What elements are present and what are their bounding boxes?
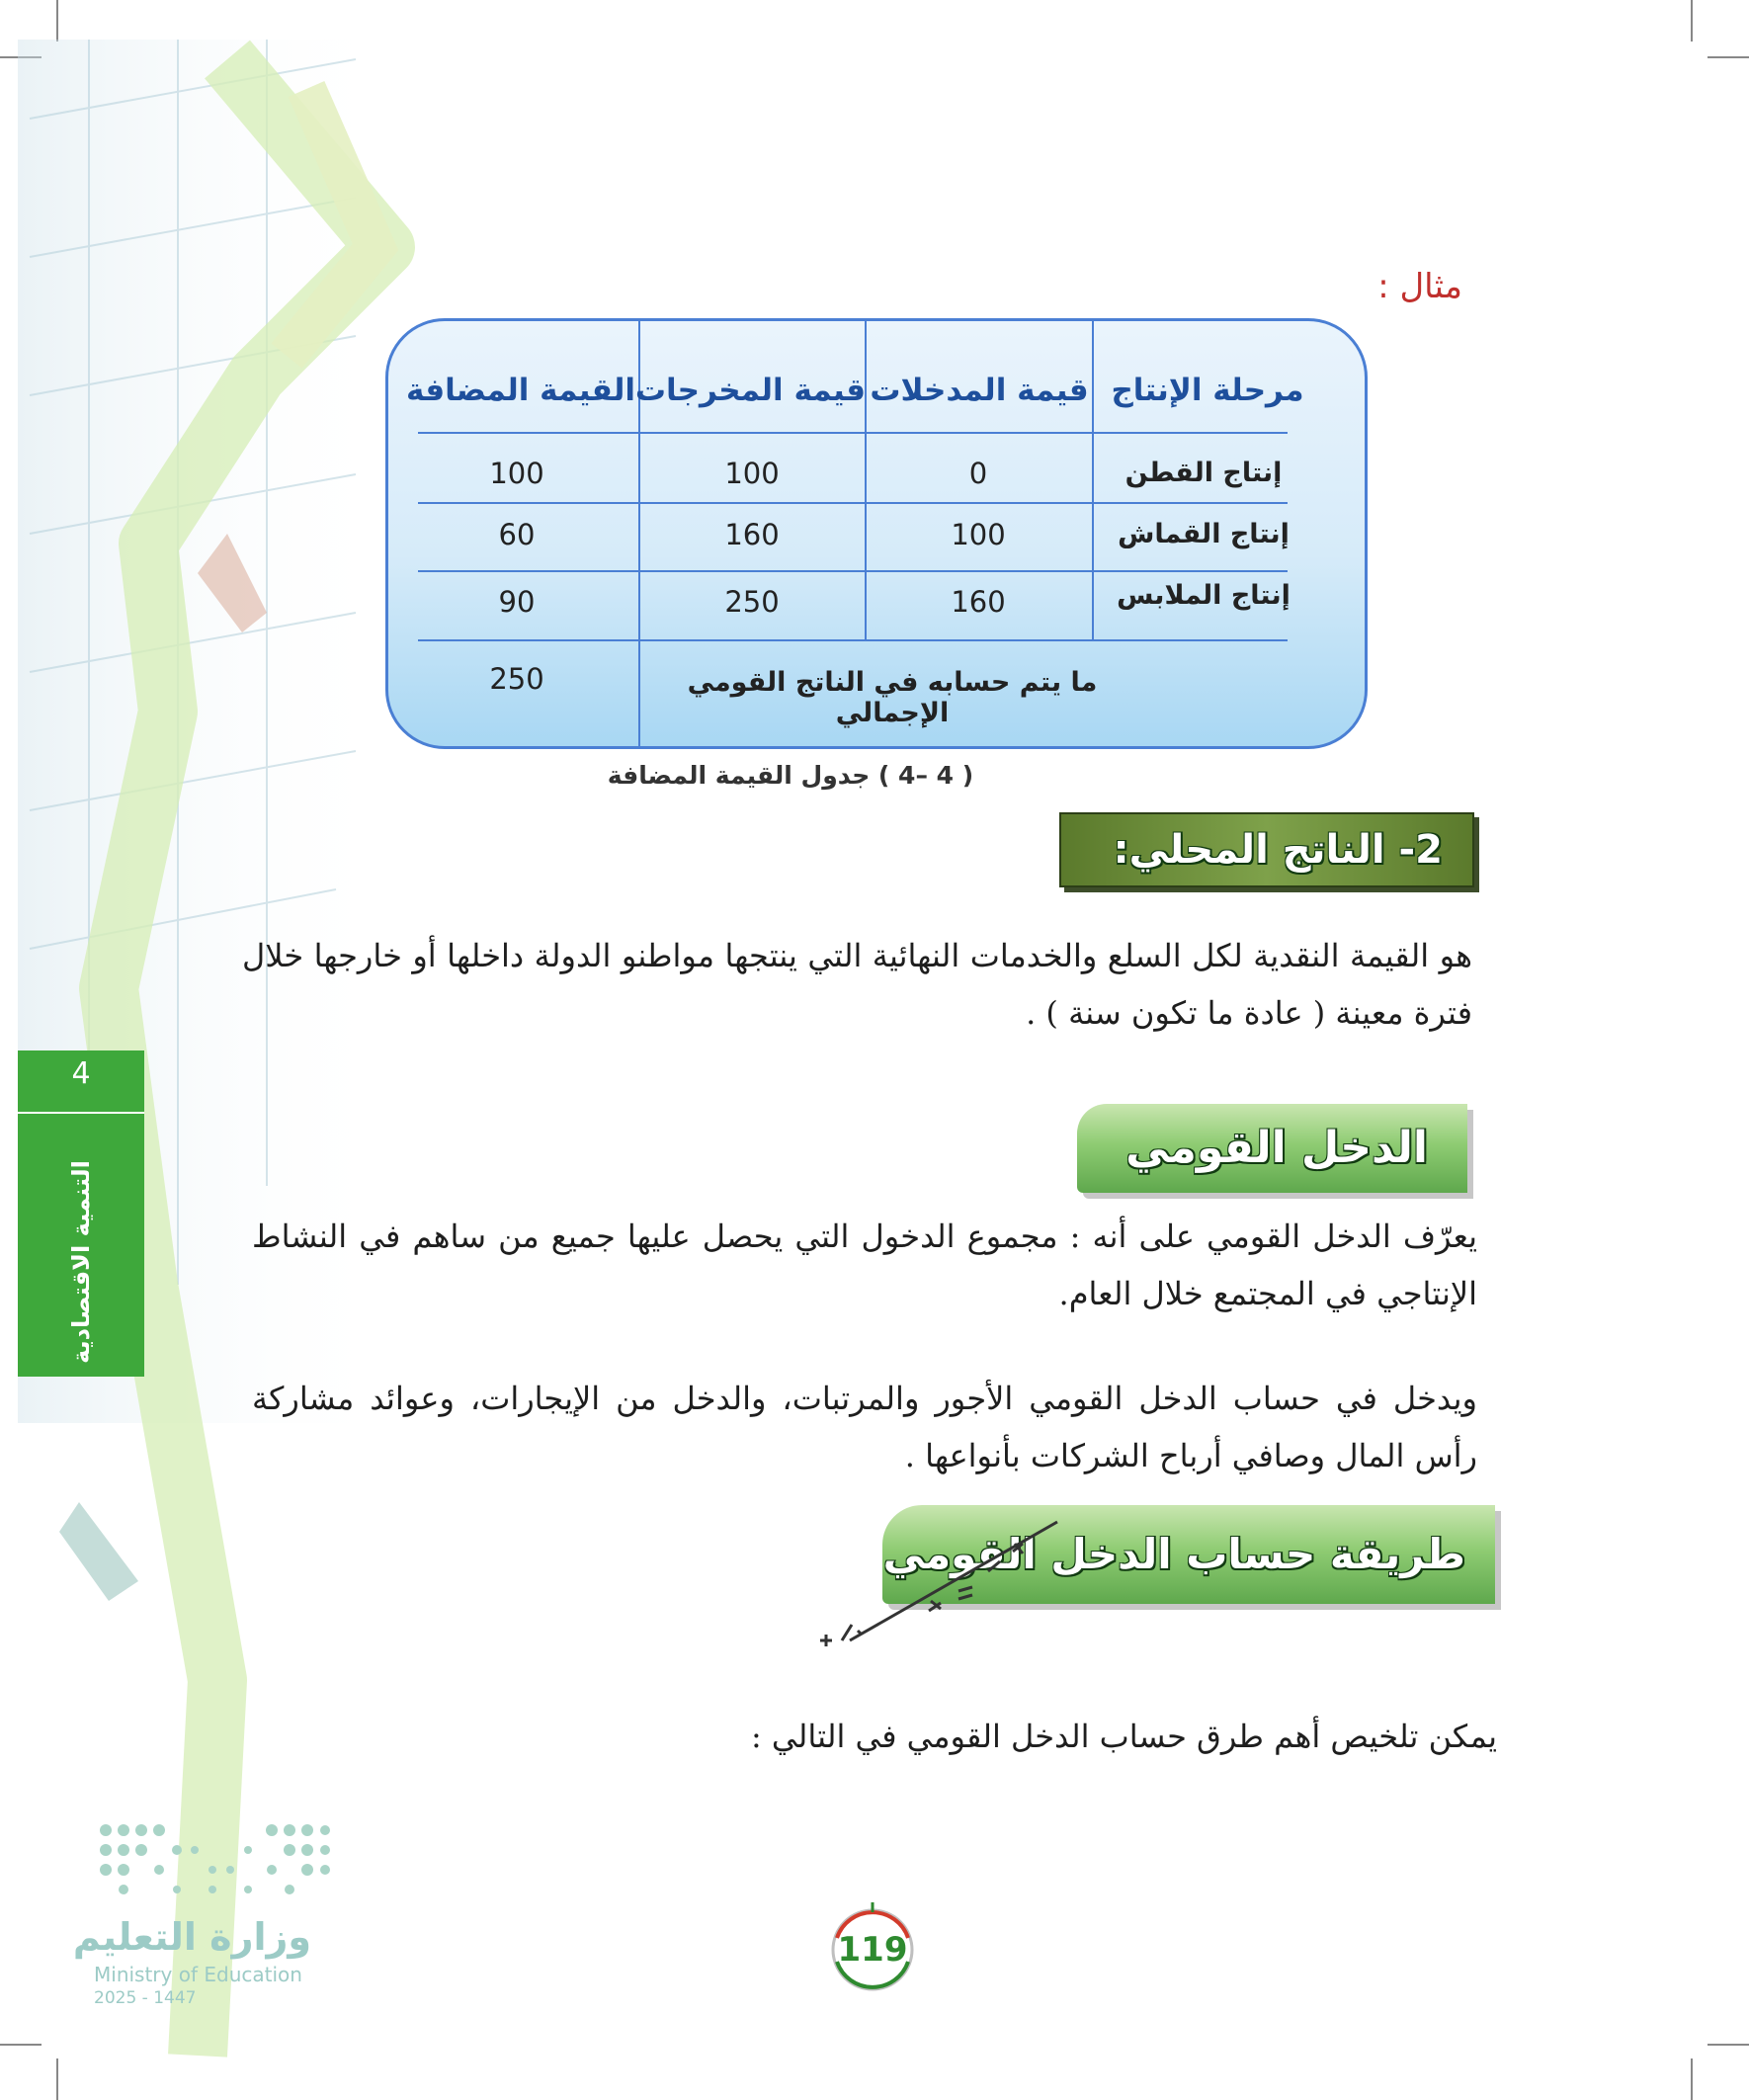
ministry-name-ar: وزارة التعليم — [72, 1915, 311, 1959]
cell-stage: إنتاج القطن — [1124, 458, 1283, 488]
crop-mark — [1707, 56, 1749, 58]
ministry-year: 2025 - 1447 — [94, 1988, 197, 2008]
table-row-divider — [418, 502, 1288, 504]
crop-mark — [1691, 0, 1693, 42]
header-production-stage: مرحلة الإنتاج — [1111, 373, 1304, 408]
value-added-table — [385, 318, 1368, 749]
cell-outputs: 250 — [724, 585, 780, 619]
unit-side-tab — [18, 1050, 144, 1377]
calculation-method-text: يمكن تلخيص أهم طرق حساب الدخل القومي في التالي : — [750, 1718, 1497, 1755]
cell-outputs: 160 — [724, 518, 780, 551]
ministry-name-en: Ministry of Education — [94, 1963, 302, 1986]
cell-inputs: 0 — [968, 457, 988, 490]
table-caption: ( 4 –4 ) جدول القيمة المضافة — [607, 761, 974, 790]
crop-mark — [1707, 2044, 1749, 2046]
local-product-heading: 2- الناتج المحلي: — [1059, 812, 1474, 887]
crop-mark — [1691, 2058, 1693, 2100]
cell-inputs: 160 — [951, 585, 1006, 619]
cell-inputs: 100 — [951, 518, 1006, 551]
ministry-logo-dots — [94, 1818, 331, 1907]
ministry-logo — [72, 1818, 331, 2016]
cell-total-value: 250 — [489, 662, 544, 696]
cell-stage: إنتاج الملابس — [1117, 580, 1291, 611]
national-income-heading: الدخل القومي — [1077, 1104, 1467, 1193]
page-number: 119 — [837, 1930, 908, 1970]
total-label: ما يتم حسابه في الناتج القومي الإجمالي — [687, 667, 1098, 728]
cell-added: 100 — [489, 457, 544, 490]
cell-added: 90 — [498, 585, 536, 619]
cell-stage: إنتاج القماش — [1118, 519, 1290, 549]
unit-number: 4 — [71, 1056, 91, 1091]
example-label: مثال : — [1377, 267, 1462, 306]
table-row-divider — [418, 570, 1288, 572]
local-product-text: هو القيمة النقدية لكل السلع والخدمات النهائية التي ينتجها مواطنو الدولة داخلها أو خارجها خلال فترة معينة ( عادة ما تكون سنة ) . — [242, 937, 1472, 1032]
calculation-method-heading: طريقة حساب الدخل القومي — [882, 1505, 1495, 1604]
header-inputs-value: قيمة المدخلات — [870, 373, 1089, 408]
page-number-badge — [823, 1900, 922, 1999]
header-outputs-value: قيمة المخرجات — [634, 373, 866, 408]
national-income-definition: يعرّف الدخل القومي على أنه : مجموع الدخول التي يحصل عليها جميع من ساهم في النشاط الإنتاجي في المجتمع خلال العام. — [252, 1218, 1477, 1312]
math-symbols-decoration — [810, 1512, 1067, 1650]
table-row-divider — [418, 639, 1288, 641]
cell-added: 60 — [498, 518, 536, 551]
table-row-divider — [418, 432, 1288, 434]
national-income-components: ويدخل في حساب الدخل القومي الأجور والمرتبات، والدخل من الإيجارات، وعوائد مشاركة رأس المال وصافي أرباح الشركات بأنواعها . — [252, 1380, 1477, 1474]
side-tab-divider — [18, 1112, 144, 1114]
unit-title: التنمية الاقتصادية — [67, 1160, 95, 1364]
header-added-value: القيمة المضافة — [406, 373, 635, 408]
cell-outputs: 100 — [724, 457, 780, 490]
